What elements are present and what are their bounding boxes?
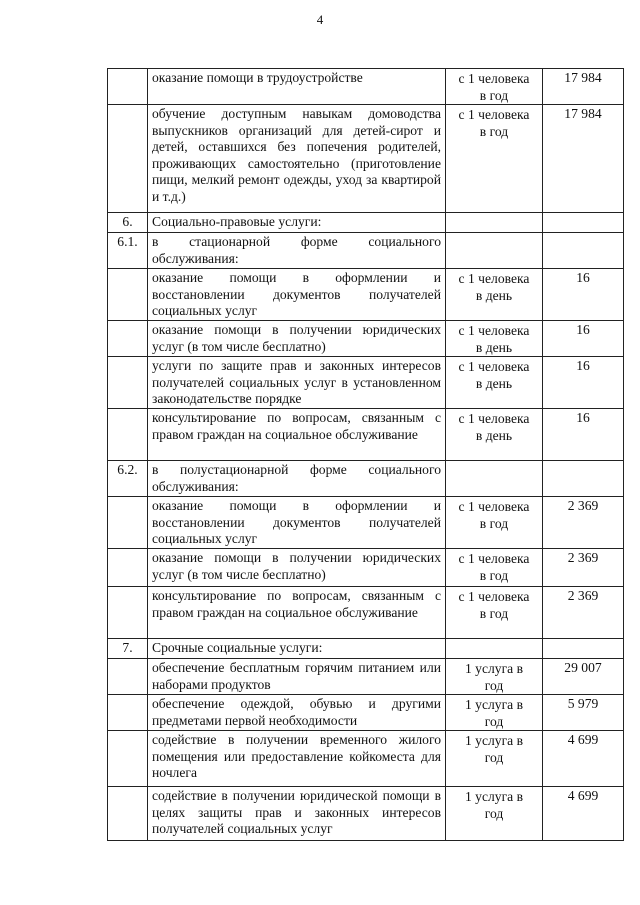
service-description: обеспечение одеждой, обувью и другими предметами первой необходимости bbox=[148, 695, 446, 731]
unit-line: в день bbox=[475, 376, 513, 391]
unit-line: год bbox=[484, 714, 504, 729]
value-cell: 5 979 bbox=[543, 695, 624, 731]
row-number bbox=[108, 69, 148, 105]
unit-cell bbox=[446, 105, 543, 213]
table-row bbox=[108, 731, 624, 787]
table-row bbox=[108, 549, 624, 587]
unit-line: с 1 человека bbox=[458, 271, 530, 286]
unit-line: 1 услуга в bbox=[464, 789, 524, 804]
section-title: в стационарной форме социального обслуживания: bbox=[148, 233, 446, 269]
unit-line: в год bbox=[479, 516, 509, 531]
unit-line: в день bbox=[475, 428, 513, 443]
section-row bbox=[108, 639, 624, 659]
table-row bbox=[108, 409, 624, 461]
value-cell: 2 369 bbox=[543, 497, 624, 549]
value-cell: 2 369 bbox=[543, 587, 624, 639]
value-cell: 2 369 bbox=[543, 549, 624, 587]
row-number bbox=[108, 787, 148, 841]
value-cell: 4 699 bbox=[543, 787, 624, 841]
row-number bbox=[108, 731, 148, 787]
section-row bbox=[108, 213, 624, 233]
table-row bbox=[108, 321, 624, 357]
value-cell bbox=[543, 213, 624, 233]
row-number bbox=[108, 357, 148, 409]
table-row bbox=[108, 659, 624, 695]
section-row bbox=[108, 233, 624, 269]
unit-cell bbox=[446, 549, 543, 587]
value-cell bbox=[543, 639, 624, 659]
service-description: содействие в получении временного жилого помещения или предоставление койкоместа для ночлега bbox=[148, 731, 446, 787]
table-row bbox=[108, 497, 624, 549]
section-number: 7. bbox=[108, 639, 148, 659]
unit-line: с 1 человека bbox=[458, 499, 530, 514]
unit-line: год bbox=[484, 678, 504, 693]
unit-cell bbox=[446, 213, 543, 233]
service-description: услуги по защите прав и законных интересов получателей социальных услуг в установленном законодательстве порядке bbox=[148, 357, 446, 409]
table-row bbox=[108, 105, 624, 213]
row-number bbox=[108, 549, 148, 587]
unit-cell bbox=[446, 357, 543, 409]
section-title: в полустационарной форме социального обслуживания: bbox=[148, 461, 446, 497]
unit-line: год bbox=[484, 750, 504, 765]
value-cell: 16 bbox=[543, 357, 624, 409]
section-row bbox=[108, 461, 624, 497]
unit-line: в день bbox=[475, 288, 513, 303]
value-cell: 17 984 bbox=[543, 69, 624, 105]
unit-cell bbox=[446, 269, 543, 321]
unit-cell bbox=[446, 461, 543, 497]
row-number bbox=[108, 497, 148, 549]
value-cell: 16 bbox=[543, 269, 624, 321]
value-cell: 16 bbox=[543, 409, 624, 461]
value-cell: 16 bbox=[543, 321, 624, 357]
section-number: 6.1. bbox=[108, 233, 148, 269]
service-description: обучение доступным навыкам домоводства выпускников организаций для детей-сирот и детей, оставшихся без попечения родителей, проживающих самостоятельно (приготовление пищи, мелкий ремонт одежды, уход за квартирой и т.д.) bbox=[148, 105, 446, 213]
service-description: обеспечение бесплатным горячим питанием или наборами продуктов bbox=[148, 659, 446, 695]
row-number bbox=[108, 587, 148, 639]
service-description: содействие в получении юридической помощи в целях защиты прав и законных интересов получателей социальных услуг bbox=[148, 787, 446, 841]
service-description: оказание помощи в получении юридических услуг (в том числе бесплатно) bbox=[148, 549, 446, 587]
unit-line: в год bbox=[479, 88, 509, 103]
unit-cell bbox=[446, 497, 543, 549]
table-row bbox=[108, 269, 624, 321]
unit-line: с 1 человека bbox=[458, 589, 530, 604]
value-cell: 4 699 bbox=[543, 731, 624, 787]
unit-line: в год bbox=[479, 606, 509, 621]
services-table bbox=[107, 68, 624, 841]
unit-cell bbox=[446, 787, 543, 841]
unit-cell bbox=[446, 69, 543, 105]
unit-cell bbox=[446, 639, 543, 659]
value-cell: 17 984 bbox=[543, 105, 624, 213]
unit-cell bbox=[446, 587, 543, 639]
unit-cell bbox=[446, 731, 543, 787]
unit-line: с 1 человека bbox=[458, 107, 530, 122]
unit-line: с 1 человека bbox=[458, 551, 530, 566]
unit-line: год bbox=[484, 806, 504, 821]
row-number bbox=[108, 321, 148, 357]
service-description: оказание помощи в оформлении и восстановлении документов получателей социальных услуг bbox=[148, 269, 446, 321]
service-description: оказание помощи в трудоустройстве bbox=[148, 69, 446, 105]
unit-line: с 1 человека bbox=[458, 323, 530, 338]
unit-cell bbox=[446, 659, 543, 695]
unit-cell bbox=[446, 321, 543, 357]
row-number bbox=[108, 105, 148, 213]
service-description: оказание помощи в получении юридических услуг (в том числе бесплатно) bbox=[148, 321, 446, 357]
row-number bbox=[108, 695, 148, 731]
unit-line: с 1 человека bbox=[458, 359, 530, 374]
service-description: оказание помощи в оформлении и восстановлении документов получателей социальных услуг bbox=[148, 497, 446, 549]
unit-line: 1 услуга в bbox=[464, 697, 524, 712]
service-description: консультирование по вопросам, связанным с правом граждан на социальное обслуживание bbox=[148, 409, 446, 461]
page-number: 4 bbox=[316, 12, 324, 27]
unit-line: в год bbox=[479, 568, 509, 583]
section-number: 6. bbox=[108, 213, 148, 233]
section-number: 6.2. bbox=[108, 461, 148, 497]
row-number bbox=[108, 269, 148, 321]
row-number bbox=[108, 409, 148, 461]
table-row bbox=[108, 695, 624, 731]
unit-line: 1 услуга в bbox=[464, 733, 524, 748]
unit-cell bbox=[446, 233, 543, 269]
section-title: Социально-правовые услуги: bbox=[148, 213, 446, 233]
table-row bbox=[108, 69, 624, 105]
value-cell: 29 007 bbox=[543, 659, 624, 695]
table-row bbox=[108, 357, 624, 409]
unit-line: в день bbox=[475, 340, 513, 355]
unit-line: 1 услуга в bbox=[464, 661, 524, 676]
unit-cell bbox=[446, 695, 543, 731]
section-title: Срочные социальные услуги: bbox=[148, 639, 446, 659]
table-row bbox=[108, 587, 624, 639]
unit-cell bbox=[446, 409, 543, 461]
unit-line: с 1 человека bbox=[458, 71, 530, 86]
table-row bbox=[108, 787, 624, 841]
row-number bbox=[108, 659, 148, 695]
value-cell bbox=[543, 461, 624, 497]
service-description: консультирование по вопросам, связанным с правом граждан на социальное обслуживание bbox=[148, 587, 446, 639]
unit-line: в год bbox=[479, 124, 509, 139]
value-cell bbox=[543, 233, 624, 269]
unit-line: с 1 человека bbox=[458, 411, 530, 426]
services-table-body bbox=[108, 69, 624, 841]
